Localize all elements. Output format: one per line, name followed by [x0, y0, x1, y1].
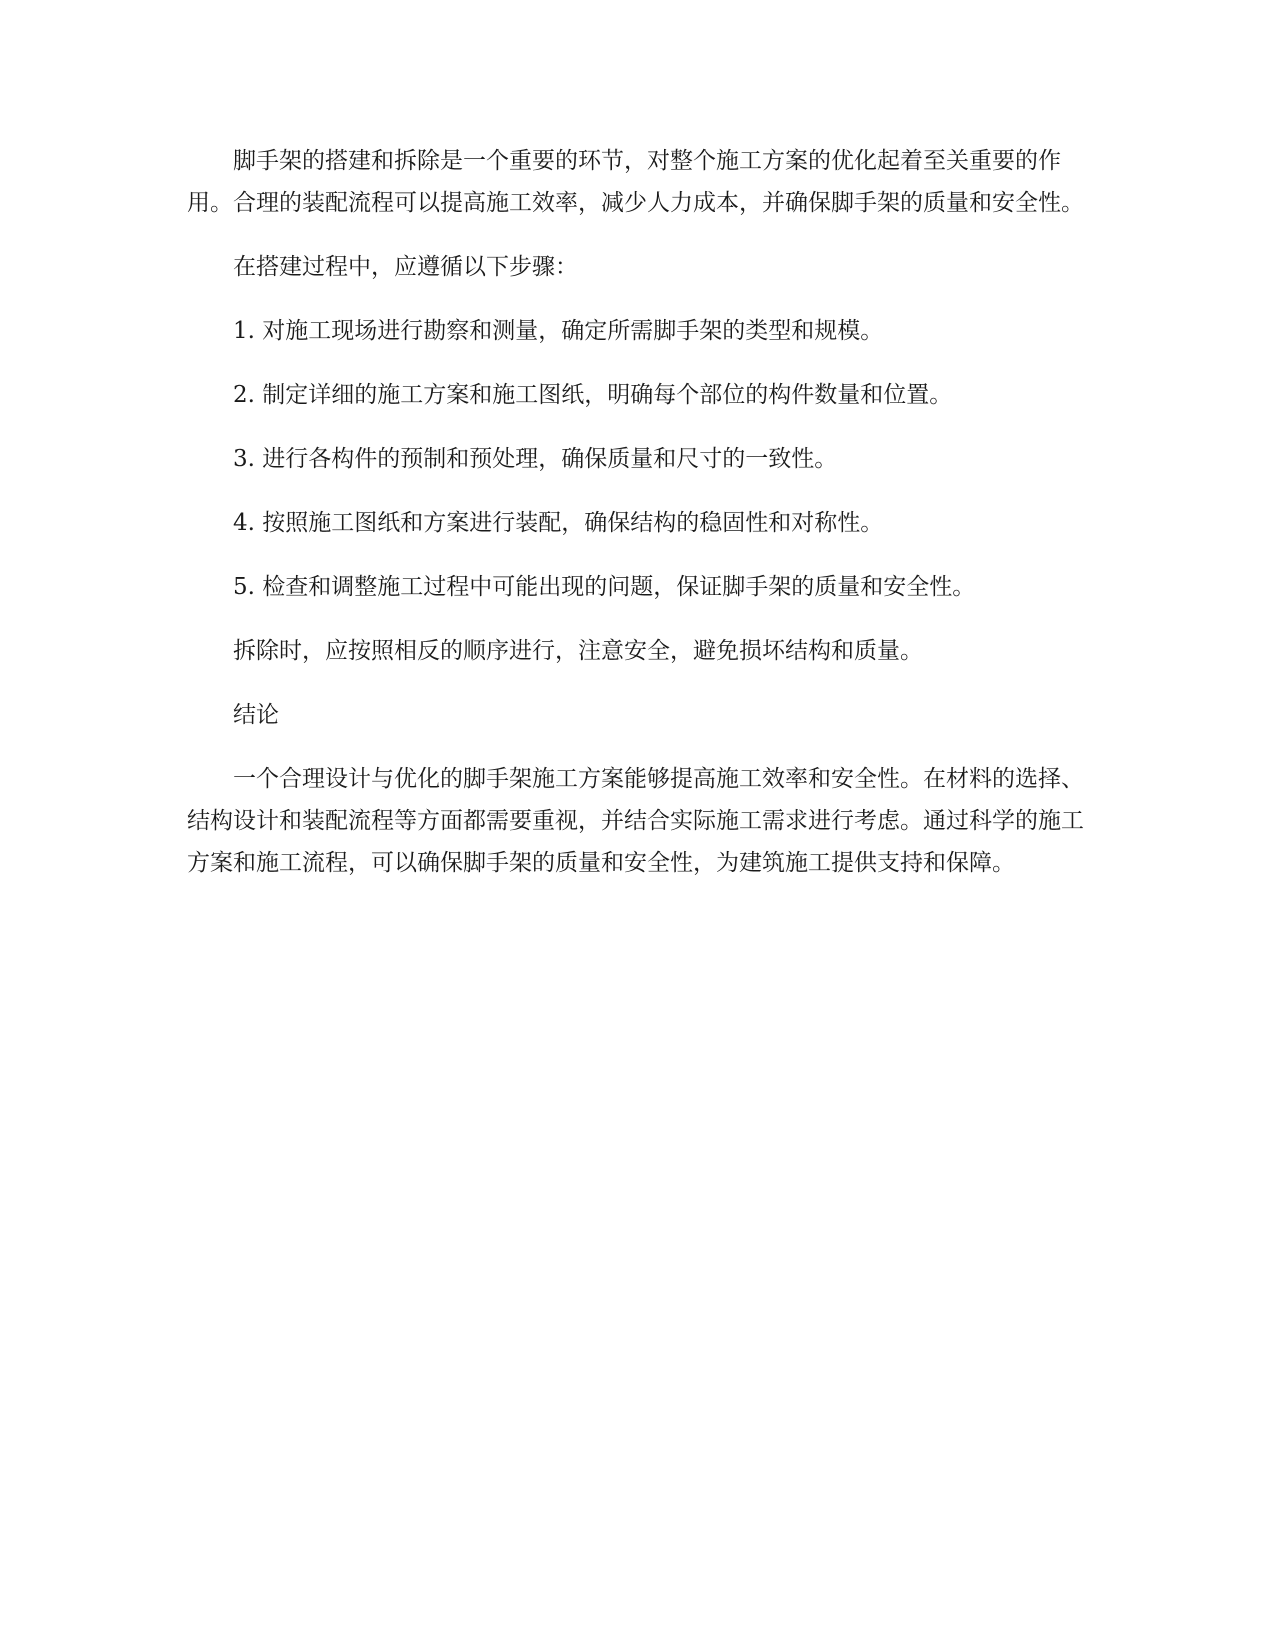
section-heading-conclusion: 结论: [233, 702, 279, 728]
list-item-step-4: 4. 按照施工图纸和方案进行装配，确保结构的稳固性和对称性。: [233, 510, 884, 536]
list-item-step-5: 5. 检查和调整施工过程中可能出现的问题，保证脚手架的质量和安全性。: [233, 574, 976, 600]
paragraph-intro: 脚手架的搭建和拆除是一个重要的环节，对整个施工方案的优化起着至关重要的作用。合理的装配流程可以提高施工效率，减少人力成本，并确保脚手架的质量和安全性。: [187, 148, 1084, 216]
list-item-step-1: 1. 对施工现场进行勘察和测量，确定所需脚手架的类型和规模。: [233, 318, 884, 344]
paragraph-steps-intro: 在搭建过程中，应遵循以下步骤：: [233, 254, 578, 280]
document-body: [187, 140, 1087, 906]
paragraph-conclusion: 一个合理设计与优化的脚手架施工方案能够提高施工效率和安全性。在材料的选择、结构设计和装配流程等方面都需要重视，并结合实际施工需求进行考虑。通过科学的施工方案和施工流程，可以确保脚手架的质量和安全性，为建筑施工提供支持和保障。: [187, 766, 1084, 876]
list-item-step-2: 2. 制定详细的施工方案和施工图纸，明确每个部位的构件数量和位置。: [233, 382, 953, 408]
list-item-step-3: 3. 进行各构件的预制和预处理，确保质量和尺寸的一致性。: [233, 446, 838, 472]
paragraph-removal: 拆除时，应按照相反的顺序进行，注意安全，避免损坏结构和质量。: [233, 638, 923, 664]
